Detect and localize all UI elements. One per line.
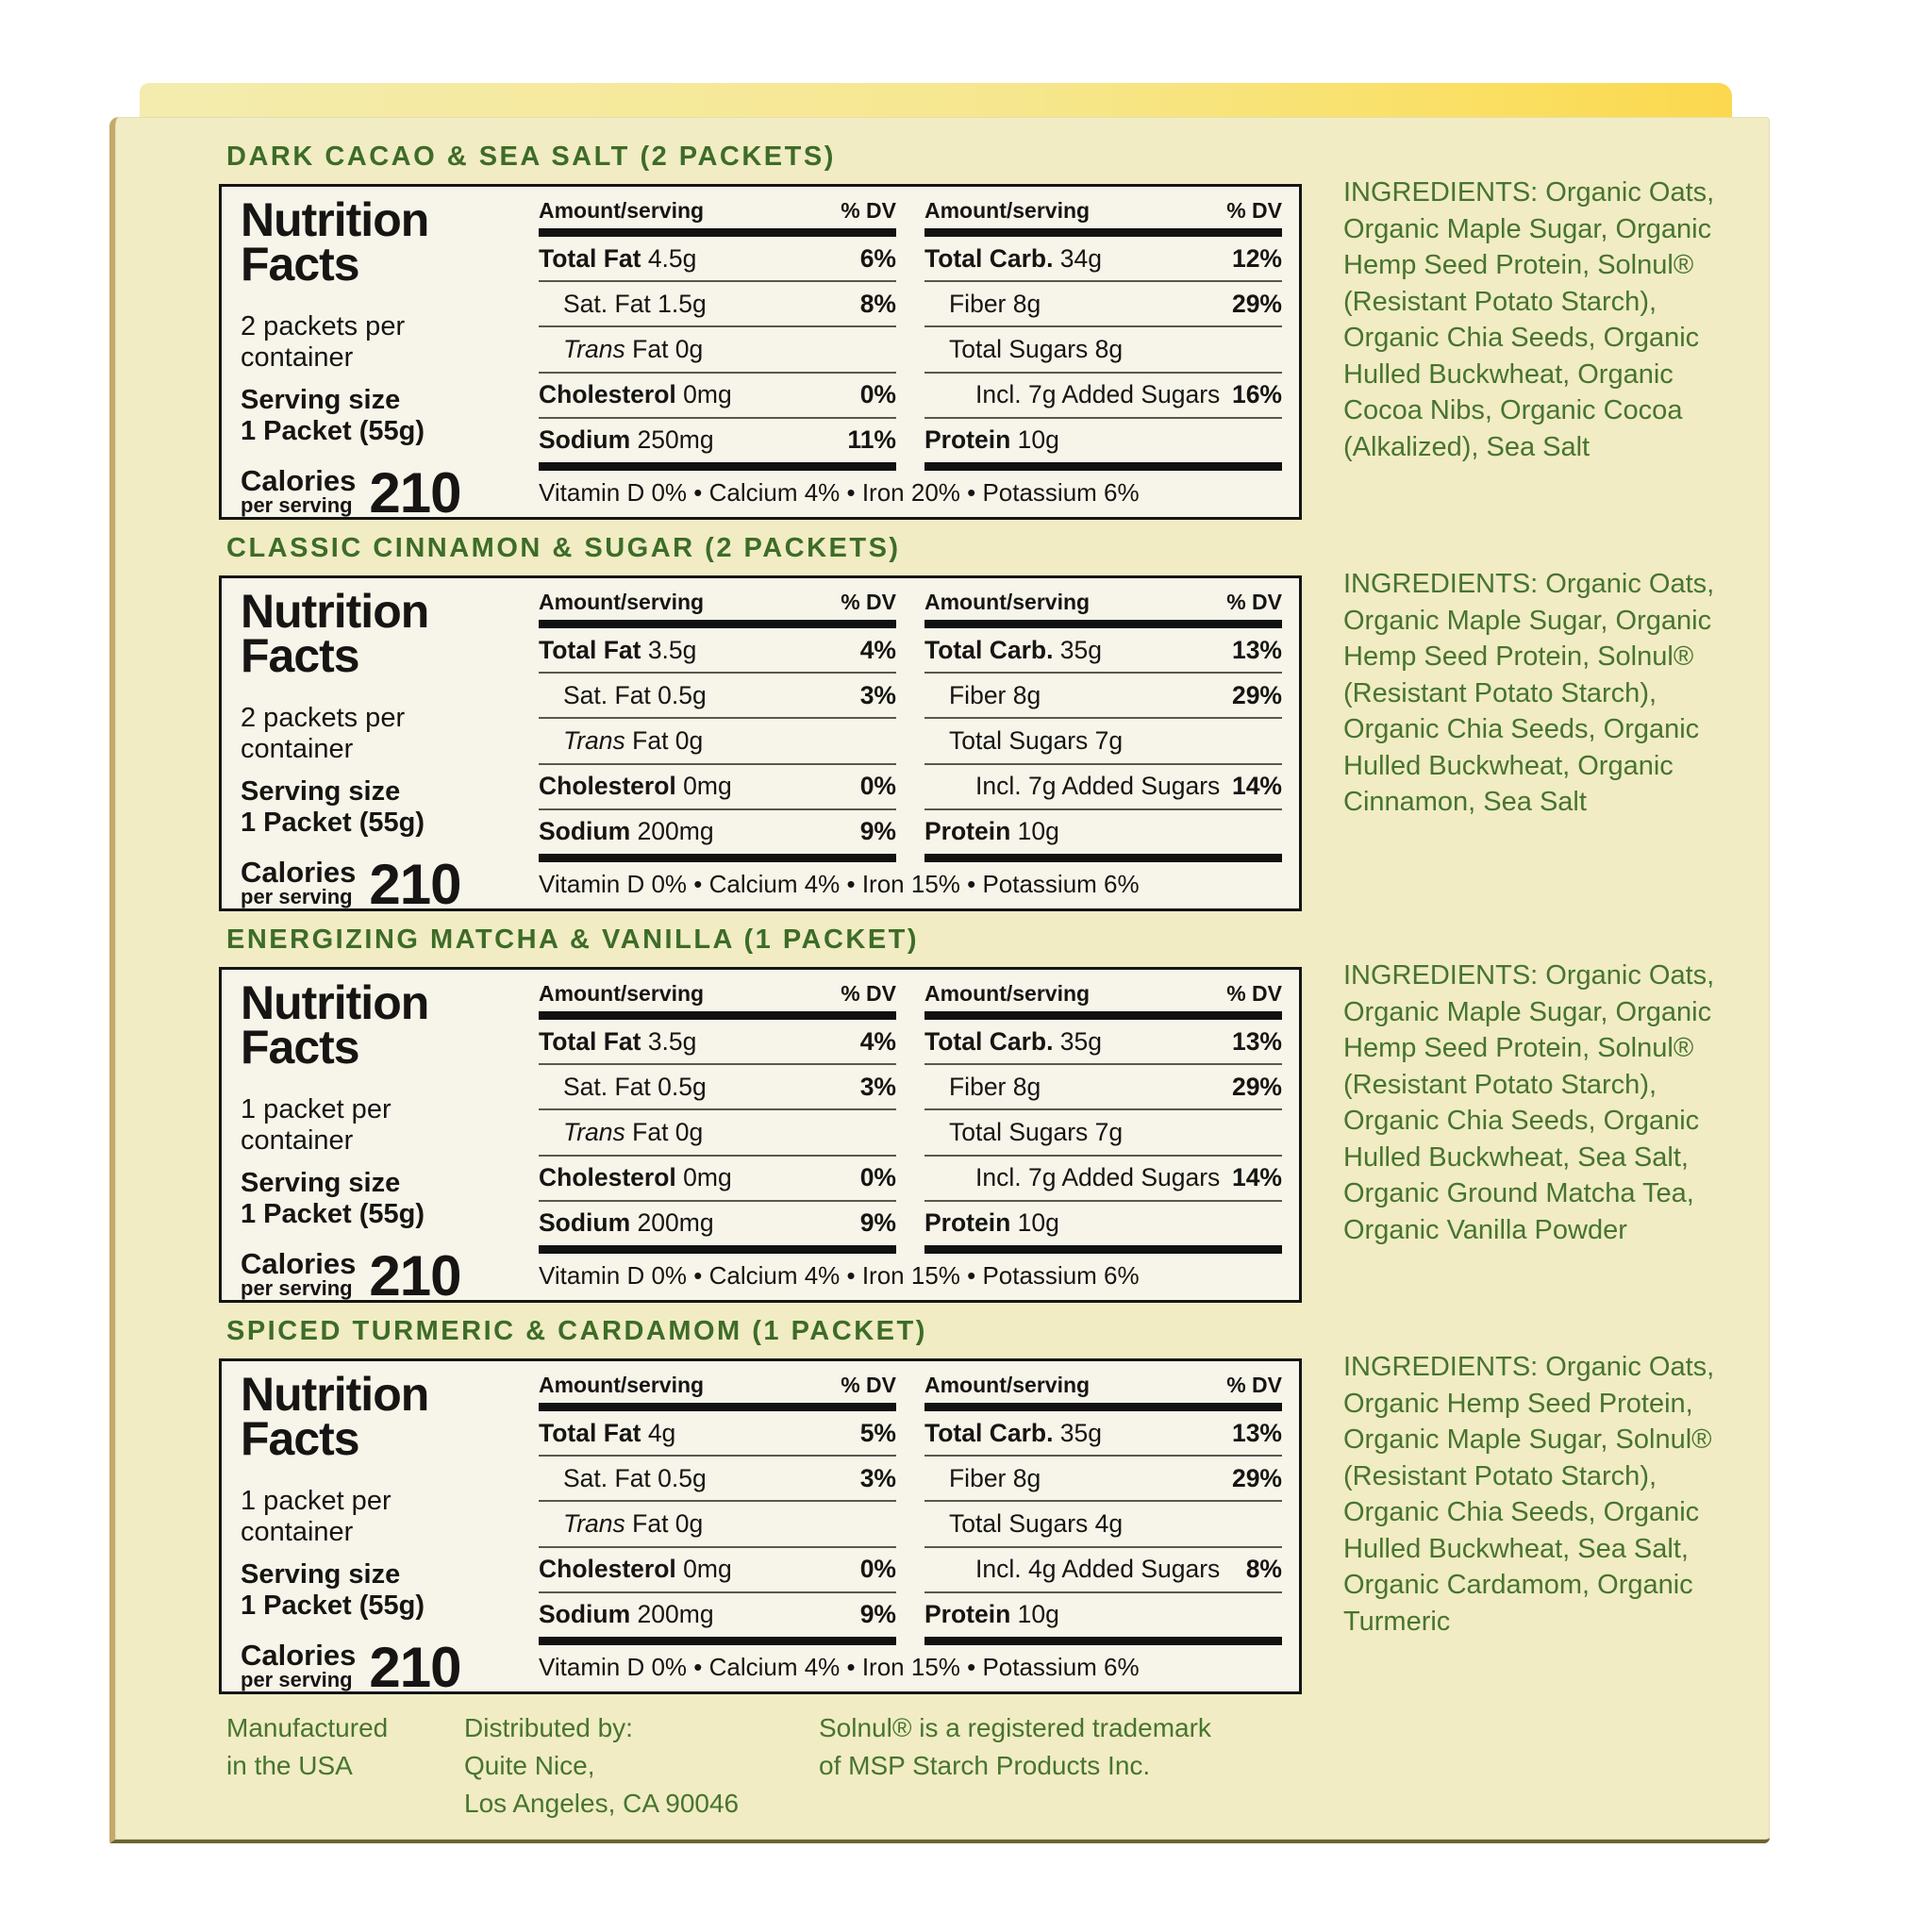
footer-line: Distributed by: [464, 1713, 633, 1742]
nutrient-name: Trans Fat 0g [563, 335, 704, 363]
flavor-title: SPICED TURMERIC & CARDAMOM (1 PACKET) [226, 1316, 927, 1346]
nutrient-dv-value: 14% [1231, 772, 1282, 801]
column-header [539, 1373, 896, 1403]
nutrition-facts-label [219, 184, 1302, 525]
footer-line: of MSP Starch Products Inc. [819, 1750, 1151, 1780]
per-serving-label: per serving [241, 1668, 353, 1692]
packets-per-container [241, 311, 510, 374]
nutrient-dv-value: 6% [859, 243, 896, 273]
thick-rule [539, 1637, 896, 1645]
nutrient-dv-value: 11% [847, 425, 896, 455]
nutrient-name: Cholesterol 0mg [539, 380, 732, 409]
nutrient-italic-label: Trans [563, 726, 625, 755]
nutrient-dv-value: 29% [1231, 680, 1282, 709]
dv-header: % DV [841, 981, 896, 1006]
nutrient-dv-value: 0% [859, 1555, 896, 1584]
column-header [924, 1373, 1282, 1403]
nutrient-row [539, 237, 896, 280]
nutrient-row [924, 237, 1282, 280]
nutrient-bold-label: Total Carb. [924, 243, 1054, 273]
footer-line: Manufactured [226, 1713, 389, 1742]
vitamin-mineral-footnote: Vitamin D 0% • Calcium 4% • Iron 15% • Potassium 6% [539, 870, 1140, 898]
column-header [539, 981, 896, 1011]
amount-serving-header: Amount/serving [539, 1373, 705, 1397]
dv-header: % DV [1226, 198, 1282, 223]
nutrient-dv-value: 3% [859, 680, 896, 709]
amount-serving-header: Amount/serving [539, 981, 705, 1006]
nutrient-dv-value: 13% [1231, 1418, 1282, 1447]
nutrient-italic-label: Trans [563, 335, 625, 363]
column-header [539, 590, 896, 620]
nutrient-row [539, 1500, 896, 1545]
nutrient-row [539, 628, 896, 672]
nutrient-name: Sat. Fat 0.5g [563, 1463, 707, 1492]
nutrient-name: Protein 10g [924, 1600, 1059, 1629]
nutrient-name: Sodium 200mg [539, 1600, 714, 1629]
nutrient-column [924, 981, 1282, 1254]
packets-line: container [241, 1517, 354, 1548]
nutrient-row [539, 1591, 896, 1637]
nutrient-row [539, 717, 896, 762]
nutrient-italic-label: Trans [563, 1509, 625, 1538]
nutrient-row [924, 1591, 1282, 1637]
thick-rule [924, 1011, 1282, 1020]
footer-line: Solnul® is a registered trademark [819, 1713, 1211, 1742]
nutrient-bold-label: Cholesterol [539, 1555, 676, 1584]
thick-rule [924, 462, 1282, 471]
ingredients-text: INGREDIENTS: Organic Oats, Organic Maple Sugar, Organic Hemp Seed Protein, Solnul® (Resistant Potato Starch), Organic Chia Seeds, Organic Hulled Buckwheat, Sea Salt, Organic Ground Matcha Tea, Organic Vanilla Powder [1343, 960, 1715, 1245]
nutrient-dv-value: 8% [859, 289, 896, 318]
nutrient-column [924, 590, 1282, 862]
nutrient-name: Protein 10g [924, 425, 1059, 455]
calories-block [241, 853, 510, 917]
packets-line: 2 packets per [241, 311, 406, 341]
nutrient-row [924, 1411, 1282, 1455]
nutrition-facts-heading [241, 193, 510, 291]
nutrient-name: Total Carb. 34g [924, 243, 1103, 273]
nutrient-name: Total Fat 4.5g [539, 243, 697, 273]
calories-value: 210 [369, 1244, 461, 1308]
per-serving-label: per serving [241, 493, 353, 518]
nutrient-name: Total Fat 3.5g [539, 635, 697, 664]
heading-line: Nutrition [241, 193, 429, 246]
calories-words [241, 1249, 356, 1299]
nutrient-bold-label: Total Carb. [924, 1026, 1054, 1056]
amount-serving-header: Amount/serving [924, 590, 1091, 614]
packets-line: container [241, 342, 354, 374]
nutrient-row [539, 1020, 896, 1063]
nutrient-rows [924, 628, 1282, 854]
dv-header: % DV [841, 590, 896, 614]
serving-size [241, 385, 510, 447]
nutrient-dv-value: 0% [859, 380, 896, 409]
nutrient-bold-label: Total Fat [539, 1026, 641, 1056]
nutrient-row [924, 1108, 1282, 1154]
footer-line: Los Angeles, CA 90046 [464, 1788, 740, 1818]
nutrient-italic-label: Trans [563, 1118, 625, 1146]
nutrient-name: Total Carb. 35g [924, 635, 1103, 664]
nutrient-name: Incl. 4g Added Sugars [975, 1555, 1221, 1584]
dv-header: % DV [1226, 981, 1282, 1006]
nutrient-row [924, 372, 1282, 417]
nutrient-rows [539, 1411, 896, 1637]
nutrient-name: Protein 10g [924, 817, 1059, 846]
nutrition-facts-heading [241, 976, 510, 1074]
nutrient-dv-value: 9% [859, 817, 896, 846]
packets-line: 1 packet per [241, 1094, 391, 1124]
nutrient-rows [924, 1020, 1282, 1245]
calories-value: 210 [369, 461, 461, 525]
nutrient-bold-label: Total Carb. [924, 635, 1054, 664]
nutrient-bold-label: Total Fat [539, 243, 641, 273]
nutrient-name: Protein 10g [924, 1208, 1059, 1238]
thick-rule [924, 854, 1282, 862]
serving-size-label: Serving size [241, 776, 401, 808]
nutrient-row [924, 280, 1282, 325]
nutrient-dv-value: 12% [1231, 243, 1282, 273]
nutrition-facts-heading [241, 1368, 510, 1465]
label-left-column [241, 1368, 510, 1700]
nutrient-rows [539, 628, 896, 854]
packets-line: 2 packets per [241, 703, 406, 733]
label-left-column [241, 585, 510, 917]
nutrient-row [924, 1455, 1282, 1500]
nutrient-name: Total Sugars 7g [949, 1118, 1124, 1146]
nutrient-bold-label: Total Fat [539, 1418, 641, 1447]
nutrient-name: Incl. 7g Added Sugars [975, 1163, 1221, 1192]
nutrient-bold-label: Cholesterol [539, 772, 676, 801]
nutrient-row [924, 763, 1282, 808]
calories-block [241, 461, 510, 525]
nutrient-row [924, 1546, 1282, 1591]
nutrient-rows [539, 1020, 896, 1245]
nutrient-dv-value: 0% [859, 772, 896, 801]
heading-line: Nutrition [241, 585, 429, 638]
nutrition-facts-label [219, 1358, 1302, 1700]
nutrient-name: Total Carb. 35g [924, 1026, 1103, 1056]
nutrient-name: Total Fat 3.5g [539, 1026, 697, 1056]
nutrient-name: Trans Fat 0g [563, 726, 704, 755]
ingredients-text: INGREDIENTS: Organic Oats, Organic Maple Sugar, Organic Hemp Seed Protein, Solnul® (Resistant Potato Starch), Organic Chia Seeds, Organic Hulled Buckwheat, Organic Cinnamon, Sea Salt [1343, 569, 1715, 818]
nutrient-row [539, 808, 896, 854]
nutrient-name: Trans Fat 0g [563, 1509, 704, 1538]
nutrient-dv-value: 4% [859, 1026, 896, 1056]
dv-header: % DV [841, 198, 896, 223]
nutrient-bold-label: Sodium [539, 1208, 631, 1238]
dv-header: % DV [1226, 590, 1282, 614]
nutrient-dv-value: 0% [859, 1163, 896, 1192]
footer-line: in the USA [226, 1750, 353, 1780]
nutrient-row [539, 417, 896, 462]
nutrient-rows [924, 237, 1282, 462]
thick-rule [924, 228, 1282, 237]
column-header [539, 198, 896, 228]
amount-serving-header: Amount/serving [924, 198, 1091, 223]
nutrient-dv-value: 5% [859, 1418, 896, 1447]
nutrient-row [539, 1200, 896, 1245]
nutrient-name: Fiber 8g [949, 680, 1041, 709]
thick-rule [539, 1403, 896, 1411]
nutrient-row [924, 1155, 1282, 1200]
nutrient-dv-value: 4% [859, 635, 896, 664]
flavor-title: DARK CACAO & SEA SALT (2 PACKETS) [226, 142, 836, 172]
nutrient-name: Fiber 8g [949, 1463, 1041, 1492]
packets-line: container [241, 734, 354, 765]
nutrient-name: Incl. 7g Added Sugars [975, 380, 1221, 409]
nutrient-dv-value: 13% [1231, 1026, 1282, 1056]
nutrient-bold-label: Total Carb. [924, 1418, 1054, 1447]
ingredients-text: INGREDIENTS: Organic Oats, Organic Hemp Seed Protein, Organic Maple Sugar, Solnul® (Resistant Potato Starch), Organic Chia Seeds, Organic Hulled Buckwheat, Sea Salt, Organic Cardamom, Organic Turmeric [1343, 1352, 1715, 1637]
heading-line: Facts [241, 238, 359, 291]
nutrient-name: Total Sugars 7g [949, 726, 1124, 755]
ingredients-text: INGREDIENTS: Organic Oats, Organic Maple Sugar, Organic Hemp Seed Protein, Solnul® (Resistant Potato Starch), Organic Chia Seeds, Organic Hulled Buckwheat, Organic Cocoa Nibs, Organic Cocoa (Alkalized), Sea Salt [1343, 177, 1715, 462]
thick-rule [539, 462, 896, 471]
heading-line: Facts [241, 629, 359, 682]
nutrient-row [924, 417, 1282, 462]
nutrient-row [924, 717, 1282, 762]
nutrient-row [539, 372, 896, 417]
nutrient-row [924, 1200, 1282, 1245]
heading-line: Facts [241, 1412, 359, 1465]
amount-serving-header: Amount/serving [924, 981, 1091, 1006]
nutrient-row [539, 280, 896, 325]
calories-value: 210 [369, 853, 461, 917]
nutrient-row [539, 1063, 896, 1108]
vitamin-mineral-footnote: Vitamin D 0% • Calcium 4% • Iron 15% • Potassium 6% [539, 1261, 1140, 1290]
packets-per-container [241, 1486, 510, 1548]
footer-line: Quite Nice, [464, 1750, 595, 1780]
flavor-title: CLASSIC CINNAMON & SUGAR (2 PACKETS) [226, 533, 901, 563]
nutrition-facts-heading [241, 585, 510, 682]
calories-value: 210 [369, 1636, 461, 1700]
nutrient-dv-value: 14% [1231, 1163, 1282, 1192]
nutrient-name: Sodium 200mg [539, 1208, 714, 1238]
nutrient-bold-label: Protein [924, 425, 1011, 455]
nutrient-bold-label: Cholesterol [539, 1163, 676, 1192]
per-serving-label: per serving [241, 1276, 353, 1301]
thick-rule [539, 1245, 896, 1254]
nutrient-name: Total Sugars 4g [949, 1509, 1124, 1538]
calories-block [241, 1636, 510, 1700]
vitamin-mineral-footnote: Vitamin D 0% • Calcium 4% • Iron 15% • Potassium 6% [539, 1653, 1140, 1681]
vitamin-mineral-footnote: Vitamin D 0% • Calcium 4% • Iron 20% • Potassium 6% [539, 478, 1140, 507]
nutrient-row [539, 1108, 896, 1154]
serving-size-value: 1 Packet (55g) [241, 416, 425, 447]
calories-label: Calories [241, 1639, 357, 1673]
nutrient-row [924, 1063, 1282, 1108]
nutrient-row [924, 1500, 1282, 1545]
nutrient-row [924, 672, 1282, 717]
nutrient-row [539, 763, 896, 808]
heading-line: Nutrition [241, 976, 429, 1029]
packets-per-container [241, 703, 510, 765]
thick-rule [924, 620, 1282, 628]
packets-line: 1 packet per [241, 1486, 391, 1516]
serving-size-value: 1 Packet (55g) [241, 808, 425, 839]
calories-words [241, 466, 356, 516]
nutrient-dv-value: 16% [1231, 380, 1282, 409]
nutrient-name: Cholesterol 0mg [539, 1163, 732, 1192]
calories-words [241, 1641, 356, 1690]
nutrient-rows [539, 237, 896, 462]
thick-rule [539, 620, 896, 628]
serving-size-label: Serving size [241, 385, 401, 416]
nutrient-column [924, 198, 1282, 471]
footer-trademark-notice [819, 1709, 1366, 1785]
serving-size [241, 1559, 510, 1622]
serving-size-label: Serving size [241, 1168, 401, 1199]
nutrient-name: Sodium 200mg [539, 817, 714, 846]
nutrient-row [539, 325, 896, 371]
serving-size-value: 1 Packet (55g) [241, 1591, 425, 1622]
heading-line: Facts [241, 1021, 359, 1074]
nutrient-bold-label: Protein [924, 1600, 1011, 1629]
calories-block [241, 1244, 510, 1308]
thick-rule [539, 854, 896, 862]
nutrient-name: Total Fat 4g [539, 1418, 676, 1447]
nutrient-name: Fiber 8g [949, 1072, 1041, 1101]
nutrient-column [539, 198, 896, 471]
nutrient-column [924, 1373, 1282, 1645]
nutrient-dv-value: 3% [859, 1072, 896, 1101]
nutrient-name: Sat. Fat 0.5g [563, 1072, 707, 1101]
nutrient-name: Trans Fat 0g [563, 1118, 704, 1146]
nutrient-dv-value: 29% [1231, 289, 1282, 318]
calories-label: Calories [241, 464, 357, 498]
nutrient-name: Cholesterol 0mg [539, 772, 732, 801]
serving-size [241, 1168, 510, 1230]
column-header [924, 590, 1282, 620]
nutrient-name: Sat. Fat 1.5g [563, 289, 707, 318]
nutrient-row [924, 628, 1282, 672]
nutrient-name: Sodium 250mg [539, 425, 714, 455]
serving-size [241, 776, 510, 839]
packets-per-container [241, 1094, 510, 1157]
nutrient-name: Total Carb. 35g [924, 1418, 1103, 1447]
nutrient-row [539, 1546, 896, 1591]
heading-line: Nutrition [241, 1368, 429, 1421]
nutrient-name: Incl. 7g Added Sugars [975, 772, 1221, 801]
nutrient-dv-value: 9% [859, 1208, 896, 1238]
nutrient-bold-label: Sodium [539, 425, 631, 455]
packets-line: container [241, 1125, 354, 1157]
nutrient-row [924, 1020, 1282, 1063]
calories-label: Calories [241, 1247, 357, 1281]
thick-rule [924, 1245, 1282, 1254]
nutrient-dv-value: 29% [1231, 1463, 1282, 1492]
nutrient-name: Sat. Fat 0.5g [563, 680, 707, 709]
per-serving-label: per serving [241, 885, 353, 909]
flavor-title: ENERGIZING MATCHA & VANILLA (1 PACKET) [226, 924, 920, 955]
nutrient-row [924, 808, 1282, 854]
nutrient-bold-label: Sodium [539, 1600, 631, 1629]
nutrient-dv-value: 13% [1231, 635, 1282, 664]
nutrient-bold-label: Protein [924, 1208, 1011, 1238]
nutrient-row [924, 325, 1282, 371]
label-left-column [241, 976, 510, 1308]
thick-rule [539, 228, 896, 237]
calories-words [241, 858, 356, 908]
label-left-column [241, 193, 510, 525]
amount-serving-header: Amount/serving [539, 198, 705, 223]
calories-label: Calories [241, 856, 357, 890]
nutrient-dv-value: 29% [1231, 1072, 1282, 1101]
nutrient-row [539, 672, 896, 717]
footer-manufactured [226, 1709, 462, 1785]
nutrient-column [539, 590, 896, 862]
nutrient-bold-label: Protein [924, 817, 1011, 846]
nutrient-rows [924, 1411, 1282, 1637]
nutrient-dv-value: 3% [859, 1463, 896, 1492]
thick-rule [924, 1403, 1282, 1411]
amount-serving-header: Amount/serving [924, 1373, 1091, 1397]
nutrient-bold-label: Total Fat [539, 635, 641, 664]
dv-header: % DV [841, 1373, 896, 1397]
column-header [924, 981, 1282, 1011]
nutrient-bold-label: Cholesterol [539, 380, 676, 409]
serving-size-label: Serving size [241, 1559, 401, 1591]
nutrient-name: Fiber 8g [949, 289, 1041, 318]
nutrient-dv-value: 9% [859, 1600, 896, 1629]
nutrient-bold-label: Sodium [539, 817, 631, 846]
nutrient-dv-value: 8% [1245, 1555, 1282, 1584]
thick-rule [924, 1637, 1282, 1645]
nutrient-column [539, 981, 896, 1254]
dv-header: % DV [1226, 1373, 1282, 1397]
nutrient-row [539, 1455, 896, 1500]
serving-size-value: 1 Packet (55g) [241, 1199, 425, 1230]
nutrient-row [539, 1155, 896, 1200]
nutrient-column [539, 1373, 896, 1645]
column-header [924, 198, 1282, 228]
footer-distributed-by [464, 1709, 804, 1822]
nutrition-facts-label [219, 967, 1302, 1308]
nutrient-row [539, 1411, 896, 1455]
amount-serving-header: Amount/serving [539, 590, 705, 614]
nutrient-name: Cholesterol 0mg [539, 1555, 732, 1584]
nutrient-name: Total Sugars 8g [949, 335, 1124, 363]
thick-rule [539, 1011, 896, 1020]
nutrition-facts-label [219, 575, 1302, 917]
